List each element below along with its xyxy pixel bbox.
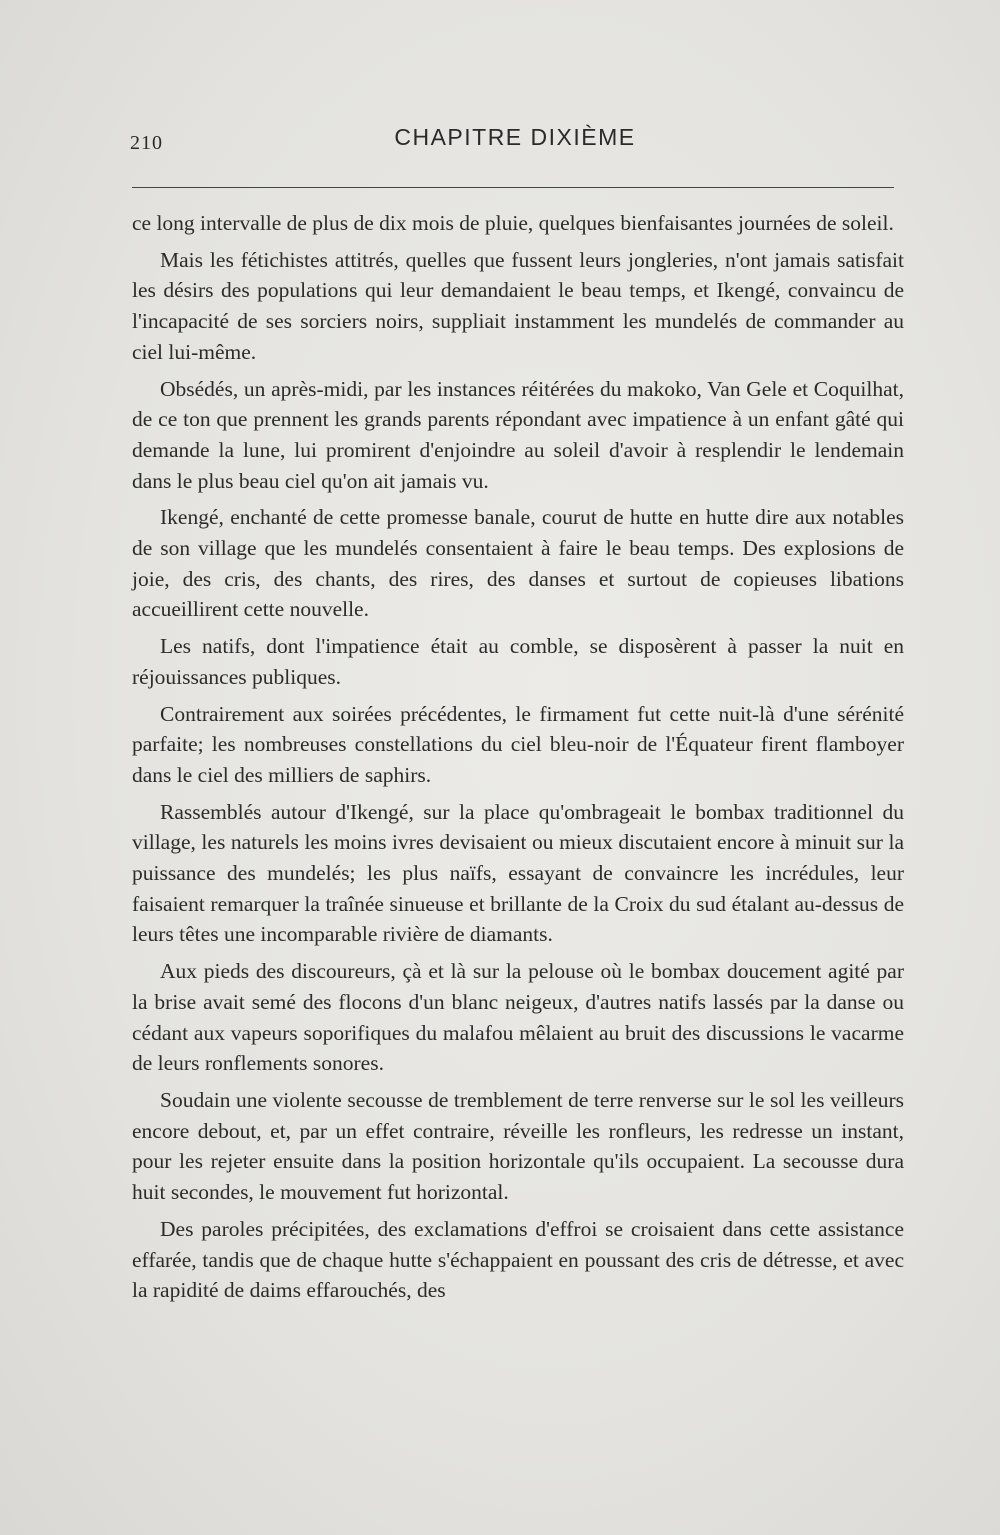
- paragraph-6: Contrairement aux soirées précédentes, le firmament fut cette nuit-là d'une sérénité parfaite; les nombreuses constellations du ciel bleu-noir de l'Équateur firent flamboyer dans le ciel des milliers de saphirs.: [132, 701, 904, 787]
- header-rule: [132, 187, 894, 188]
- paragraph-4: Ikengé, enchanté de cette promesse banale, courut de hutte en hutte dire aux notables de son village que les mundelés consentaient à faire le beau temps. Des explosions de joie, des cris, des chants, des rires, des danses et surtout de copieuses libations accueillirent cette nouvelle.: [132, 505, 904, 622]
- paragraph-10: Des paroles précipitées, des exclamations d'effroi se croisaient dans cette assistance effarée, tandis que de chaque hutte s'échappaient en poussant des cris de détresse, et avec la rapidité de daims effarouchés, des: [132, 1216, 904, 1303]
- page-number: 210: [130, 132, 163, 154]
- paragraph-2: Mais les fétichistes attitrés, quelles que fussent leurs jongleries, n'ont jamais satisfait les désirs des populations qui leur demandaient le beau temps, et Ikengé, convaincu de l'incapacité de ses sorciers noirs, suppliait instamment les mundelés de commander au ciel lui-même.: [132, 247, 904, 364]
- page-header: [130, 120, 900, 160]
- paragraph-3: Obsédés, un après-midi, par les instances réitérées du makoko, Van Gele et Coquilhat, de ce ton que prennent les grands parents répondant avec impatience à un enfant gâté qui demande la lune, lui promirent d'enjoindre au soleil d'avoir à resplendir le lendemain dans le plus beau ciel qu'on ait jamais vu.: [132, 376, 904, 493]
- running-head: CHAPITRE DIXIÈME: [394, 124, 636, 150]
- paragraph-9: Soudain une violente secousse de tremblement de terre renverse sur le sol les veilleurs encore debout, et, par un effet contraire, réveille les ronfleurs, les redresse un instant, pour les rejeter ensuite dans la position horizontale qu'ils occupaient. La secousse dura huit secondes, le mouvement fut horizontal.: [132, 1087, 904, 1205]
- body-text: [132, 208, 904, 1312]
- paragraph-5: Les natifs, dont l'impatience était au comble, se disposèrent à passer la nuit en réjouissances publiques.: [132, 634, 904, 689]
- paragraph-1: ce long intervalle de plus de dix mois de pluie, quelques bienfaisantes journées de soleil.: [132, 211, 894, 235]
- paragraph-8: Aux pieds des discoureurs, çà et là sur la pelouse où le bombax doucement agité par la brise avait semé des flocons d'un blanc neigeux, d'autres natifs lassés par la danse ou cédant aux vapeurs soporifiques du malafou mêlaient au bruit des discussions le vacarme de leurs ronflements sonores.: [132, 959, 904, 1076]
- paragraph-7: Rassemblés autour d'Ikengé, sur la place qu'ombrageait le bombax traditionnel du village, les naturels les moins ivres devisaient ou mieux discutaient encore à minuit sur la puissance des mundelés; les plus naïfs, essayant de convaincre les incrédules, leur faisaient remarquer la traînée sinueuse et brillante de la Croix du sud étalant au-dessus de leurs têtes une incomparable rivière de diamants.: [132, 799, 904, 947]
